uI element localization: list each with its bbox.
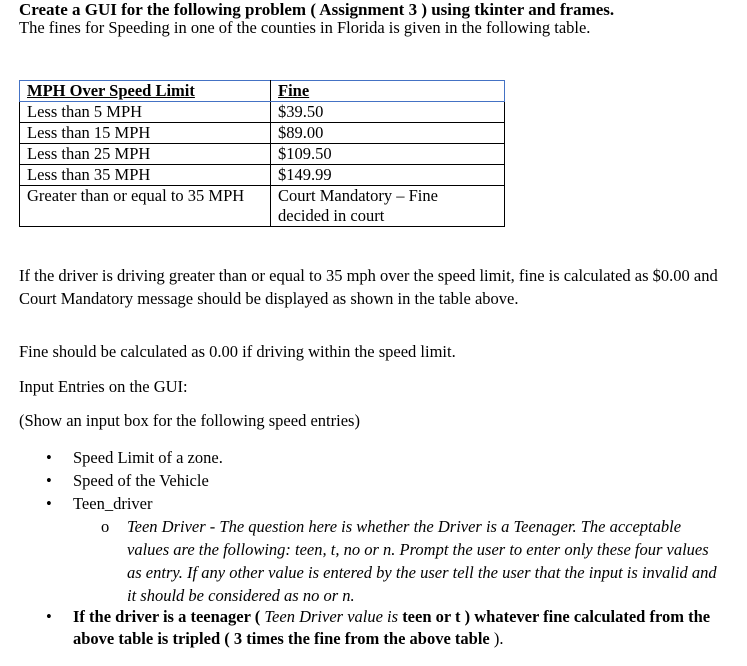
- table-cell-fine: Court Mandatory – Fine decided in court: [271, 186, 505, 227]
- list-item: [46, 469, 209, 492]
- table-row: [20, 102, 505, 123]
- table-cell-mph: Less than 25 MPH: [20, 144, 271, 165]
- bullet-glyph: •: [46, 494, 52, 513]
- table-cell-fine: $109.50: [271, 144, 505, 165]
- sub-bullet-glyph: o: [101, 517, 110, 536]
- list-item: [46, 606, 736, 650]
- table-header-row: [20, 81, 505, 102]
- table-cell-mph: Greater than or equal to 35 MPH: [20, 186, 271, 227]
- fines-table: [19, 80, 505, 227]
- teenager-fine-rule: If the driver is a teenager ( Teen Driver value is teen or t ) whatever fine calculated from the above table is tripled ( 3 times the fine from the above table ).: [73, 607, 711, 648]
- list-item: [46, 492, 152, 515]
- table-cell-fine: $89.00: [271, 123, 505, 144]
- list-item-text: Speed Limit of a zone.: [73, 448, 223, 467]
- table-row: [20, 123, 505, 144]
- list-item-text: Teen_driver: [73, 494, 153, 513]
- page-title: Create a GUI for the following problem ( Assignment 3 ) using tkinter and frames.: [19, 0, 615, 19]
- table-cell-mph: Less than 5 MPH: [20, 102, 271, 123]
- show-input-note: (Show an input box for the following speed entries): [19, 411, 360, 430]
- court-mandatory-paragraph: If the driver is driving greater than or equal to 35 mph over the speed limit, fine is calculated as $0.00 and Court Mandatory message should be displayed as shown in the table above.: [19, 266, 718, 308]
- bullet-glyph: •: [46, 448, 52, 467]
- table-cell-fine: $39.50: [271, 102, 505, 123]
- zero-fine-paragraph: Fine should be calculated as 0.00 if driving within the speed limit.: [19, 342, 456, 361]
- table-row: [20, 165, 505, 186]
- bullet-glyph: •: [46, 471, 52, 490]
- list-item: [46, 446, 223, 469]
- intro-text: The fines for Speeding in one of the counties in Florida is given in the following table.: [19, 18, 591, 37]
- table-cell-mph: Less than 15 MPH: [20, 123, 271, 144]
- header-mph: MPH Over Speed Limit: [27, 81, 195, 100]
- teen-driver-description: Teen Driver - The question here is whether the Driver is a Teenager. The acceptable values are the following: teen, t, no or n. Prompt the user to enter only these four values as entry. If any other value is entered by the user tell the user that the input is invalid and it should be considered as no or n.: [127, 517, 717, 605]
- input-entries-heading: Input Entries on the GUI:: [19, 377, 188, 396]
- header-fine: Fine: [278, 81, 310, 100]
- table-row: [20, 186, 505, 227]
- list-item-text: Speed of the Vehicle: [73, 471, 209, 490]
- table-cell-mph: Less than 35 MPH: [20, 165, 271, 186]
- sub-list-item: [101, 515, 726, 607]
- bullet-glyph: •: [46, 607, 52, 626]
- table-cell-fine: $149.99: [271, 165, 505, 186]
- table-row: [20, 144, 505, 165]
